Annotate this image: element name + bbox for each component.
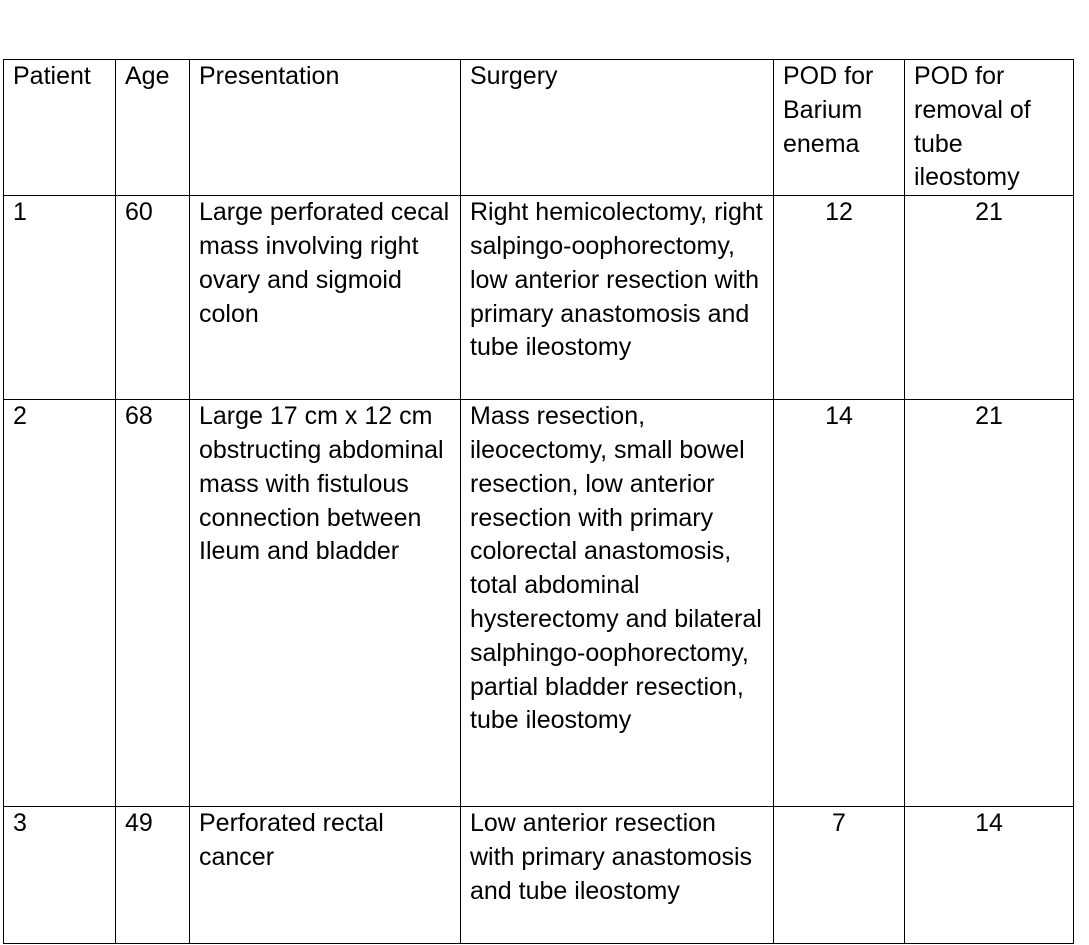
cell-surgery: Low anterior resection with primary anastomosis and tube ileostomy: [461, 807, 774, 944]
cell-surgery: Right hemicolectomy, right salpingo-oophorectomy, low anterior resection with primary anastomosis and tube ileostomy: [461, 196, 774, 400]
cell-pod-removal: 21: [905, 196, 1074, 400]
cell-pod-removal: 14: [905, 807, 1074, 944]
cell-age: 60: [116, 196, 190, 400]
cell-pod-barium: 7: [774, 807, 905, 944]
table-row: [4, 196, 1074, 400]
table-row: [4, 400, 1074, 807]
patient-table: [3, 59, 1074, 944]
header-presentation: Presentation: [190, 60, 461, 196]
table-container: [3, 59, 1074, 944]
header-pod-removal: POD for removal of tube ileostomy: [905, 60, 1074, 196]
table-row: [4, 807, 1074, 944]
cell-age: 49: [116, 807, 190, 944]
cell-pod-barium: 12: [774, 196, 905, 400]
cell-pod-barium: 14: [774, 400, 905, 807]
table-header-row: [4, 60, 1074, 196]
cell-patient: 2: [4, 400, 116, 807]
cell-pod-removal: 21: [905, 400, 1074, 807]
cell-patient: 3: [4, 807, 116, 944]
header-patient: Patient: [4, 60, 116, 196]
cell-presentation: Large 17 cm x 12 cm obstructing abdominal mass with fistulous connection between Ileum and bladder: [190, 400, 461, 807]
cell-surgery: Mass resection, ileocectomy, small bowel resection, low anterior resection with primary colorectal anastomosis, total abdominal hysterectomy and bilateral salphingo-oophorectomy, partial bladder resection, tube ileostomy: [461, 400, 774, 807]
header-surgery: Surgery: [461, 60, 774, 196]
cell-age: 68: [116, 400, 190, 807]
cell-patient: 1: [4, 196, 116, 400]
cell-presentation: Large perforated cecal mass involving right ovary and sigmoid colon: [190, 196, 461, 400]
header-pod-barium: POD for Barium enema: [774, 60, 905, 196]
cell-presentation: Perforated rectal cancer: [190, 807, 461, 944]
header-age: Age: [116, 60, 190, 196]
